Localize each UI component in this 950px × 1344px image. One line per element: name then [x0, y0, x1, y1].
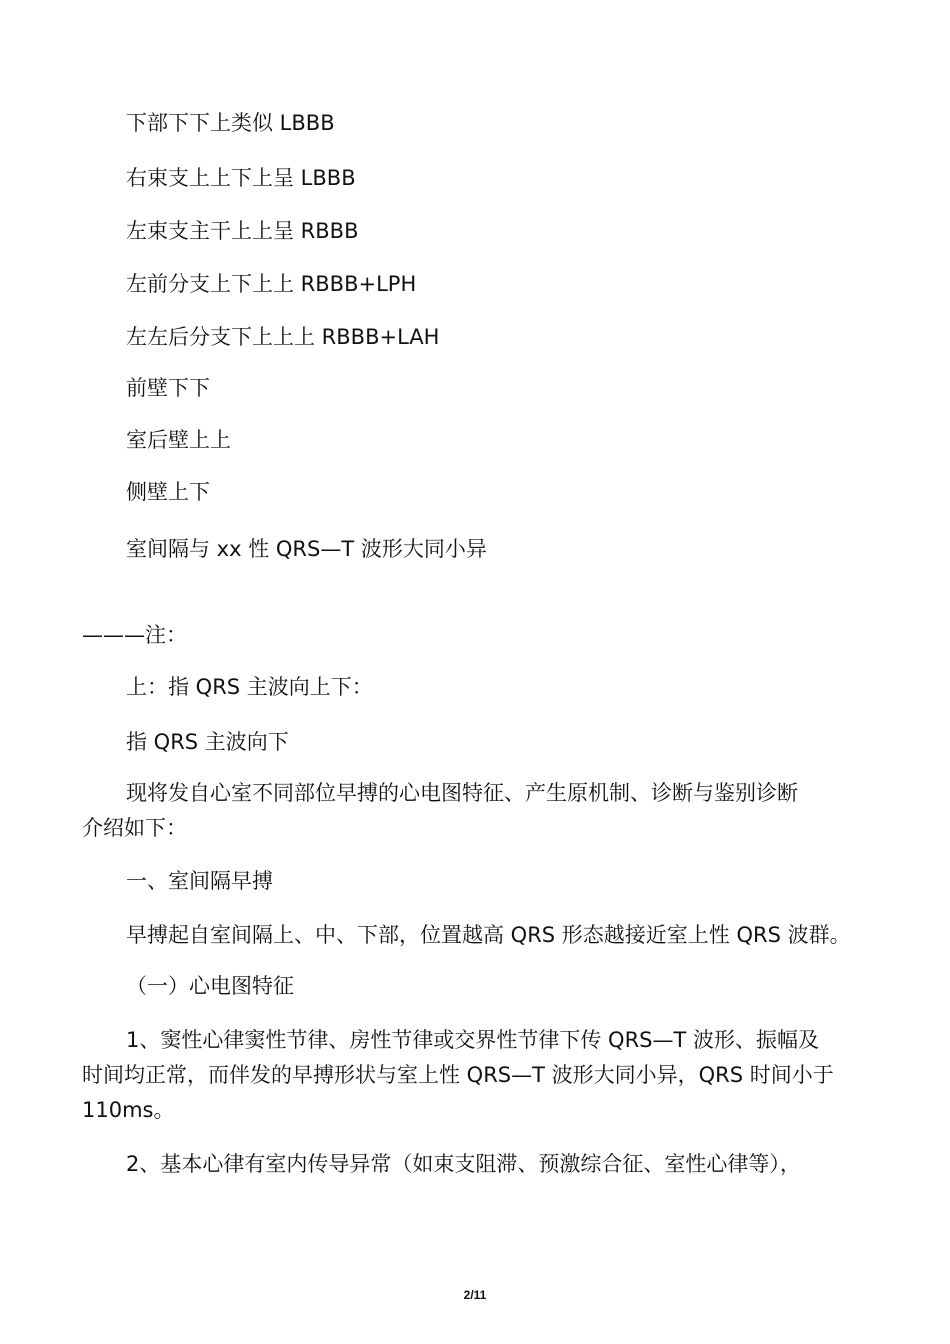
note-line: 上：指 QRS 主波向上下： — [126, 675, 373, 699]
section-title: 一、室间隔早搏 — [126, 869, 273, 893]
item-line: 2、基本心律有室内传导异常（如束支阻滞、预激综合征、室性心律等）， — [126, 1152, 801, 1176]
note-line: 指 QRS 主波向下 — [126, 730, 289, 754]
text-line: 室后壁上上 — [126, 428, 231, 452]
text-line: 前壁下下 — [126, 376, 210, 400]
text-line: 左左后分支下上上上 RBBB+LAH — [126, 325, 440, 349]
text-line: 左束支主干上上呈 RBBB — [126, 219, 359, 243]
item-line: 110ms。 — [82, 1098, 175, 1122]
text-line: 左前分支上下上上 RBBB+LPH — [126, 272, 417, 296]
item-line: 时间均正常，而伴发的早搏形状与室上性 QRS—T 波形大同小异，QRS 时间小于 — [82, 1063, 834, 1087]
section-text: 早搏起自室间隔上、中、下部，位置越高 QRS 形态越接近室上性 QRS 波群。 — [126, 923, 851, 947]
page-number: 2/11 — [463, 1288, 487, 1302]
intro-line: 现将发自心室不同部位早搏的心电图特征、产生原机制、诊断与鉴别诊断 — [126, 781, 798, 805]
note-heading: ———注： — [82, 623, 187, 647]
text-line: 室间隔与 xx 性 QRS—T 波形大同小异 — [126, 537, 487, 561]
text-line: 侧壁上下 — [126, 480, 210, 504]
subsection-title: （一）心电图特征 — [126, 974, 294, 998]
text-line: 下部下下上类似 LBBB — [126, 111, 335, 135]
text-line: 右束支上上下上呈 LBBB — [126, 166, 356, 190]
item-line: 1、窦性心律窦性节律、房性节律或交界性节律下传 QRS—T 波形、振幅及 — [126, 1028, 819, 1052]
intro-line: 介绍如下： — [82, 816, 187, 840]
